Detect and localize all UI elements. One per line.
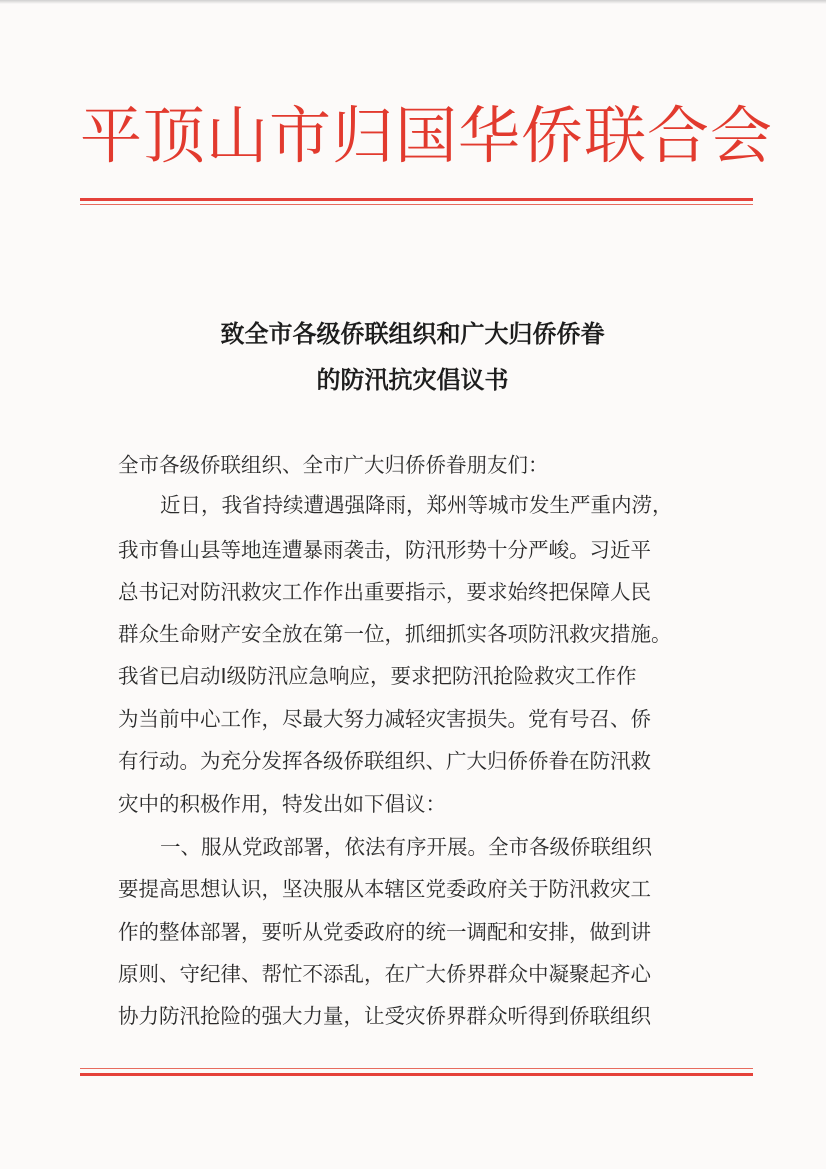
body-line: 协力防汛抢险的强大力量，让受灾侨界群众听得到侨联组织: [118, 1004, 651, 1028]
body-line: 原则、守纪律、帮忙不添乱，在广大侨界群众中凝聚起齐心: [118, 962, 651, 986]
footer-rule-thin: [80, 1068, 753, 1069]
letterhead-rule-thin: [80, 204, 753, 205]
body-line: 为当前中心工作，尽最大努力减轻灾害损失。党有号召、侨: [118, 707, 651, 731]
body-line: 我省已启动Ⅰ级防汛应急响应，要求把防汛抢险救灾工作作: [118, 664, 637, 688]
body-line: 要提高思想认识，坚决服从本辖区党委政府关于防汛救灾工: [118, 877, 651, 901]
letterhead-rule-thick: [80, 198, 753, 201]
letterhead-org-name: 平顶山市归国华侨联合会: [80, 99, 774, 172]
scan-edge: [0, 0, 826, 4]
body-line: 近日，我省持续遭遇强降雨，郑州等城市发生严重内涝，: [160, 493, 673, 517]
body-line: 一、服从党政部署，依法有序开展。全市各级侨联组织: [160, 835, 652, 859]
footer-rule-thick: [80, 1073, 753, 1076]
body-line: 我市鲁山县等地连遭暴雨袭击，防汛形势十分严峻。习近平: [118, 538, 651, 562]
body-line: 群众生命财产安全放在第一位，抓细抓实各项防汛救灾措施。: [118, 622, 672, 646]
document-title-line-1: 致全市各级侨联组织和广大归侨侨眷: [220, 319, 605, 348]
body-line: 有行动。为充分发挥各级侨联组织、广大归侨侨眷在防汛救: [118, 749, 651, 773]
body-line: 灾中的积极作用，特发出如下倡议：: [118, 792, 446, 816]
body-line: 作的整体部署，要听从党委政府的统一调配和安排，做到讲: [118, 920, 651, 944]
salutation-line: 全市各级侨联组织、全市广大归侨侨眷朋友们：: [118, 453, 549, 477]
body-line: 总书记对防汛救灾工作作出重要指示，要求始终把保障人民: [118, 580, 651, 604]
document-title-line-2: 的防汛抗灾倡议书: [316, 365, 509, 394]
